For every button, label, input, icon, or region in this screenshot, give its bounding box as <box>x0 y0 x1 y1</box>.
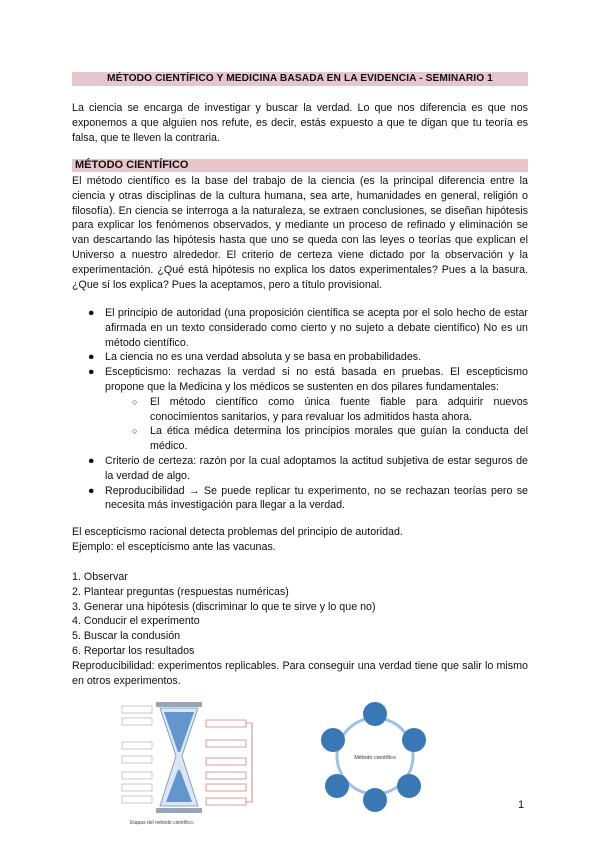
metodo-paragraph: El método científico es la base del trabajo de la ciencia (es la principal diferencia entre la ciencia y otras disciplinas de la cultura humana, sea arte, humanidades en general, religión o filosofía). En ciencia se interroga a la naturaleza, se extraen conclusiones, se diseñan hipótesis para explicar los fenómenos observados, y mediante un proceso de refinado y eliminación se van descartando las hipótesis hasta que uno se queda con las leyes o teorías que explican el Universo a nuestro alrededor. El criterio de certeza viene dictado por la observación y la experimentación. ¿Qué está hipótesis no explica los datos experimentales? Pues a la basura. ¿Que sí los explica? Pues la aceptamos, pero a título provisional. <box>72 175 528 291</box>
reproducibility-paragraph: Reproducibilidad: experimentos replicables. Para conseguir una verdad tiene que salir lo mismo en otros experimentos. <box>72 660 528 687</box>
document-title: MÉTODO CIENTÍFICO Y MEDICINA BASADA EN LA EVIDENCIA - SEMINARIO 1 <box>72 72 528 86</box>
list-item: ● La ciencia no es una verdad absoluta y se basa en probabilidades. <box>88 351 422 364</box>
step-item: 5. Buscar la condusión <box>72 630 181 643</box>
step-item: 6. Reportar los resultados <box>72 644 195 657</box>
circle-bullet-icon: ○ <box>132 396 138 407</box>
bullet-list <box>72 306 528 513</box>
sub-list-item: ○ El método científico como única fuente fiable para adquirir nuevos conocimientos sanitarios, y para revaluar los admitidos hasta ahora. <box>132 395 528 423</box>
hourglass-caption: Etapas del método científico. <box>130 820 195 826</box>
list-item: ● Criterio de certeza: razón por la cual adoptamos la actitud subjetiva de estar seguros de la verdad de algo. <box>88 454 528 482</box>
bullet-icon: ● <box>88 454 95 467</box>
steps-list <box>72 570 528 659</box>
step-item: 2. Plantear preguntas (respuestas numéricas) <box>72 585 289 598</box>
step-item: 4. Conducir el experimento <box>72 615 200 628</box>
section-heading-metodo: MÉTODO CIENTÍFICO <box>72 159 528 172</box>
cycle-figure <box>315 698 435 814</box>
list-item: ● Reproducibilidad → Se puede replicar tu experimento, no se rechazan teorías pero se necesita más investigación para llegar a la verdad. <box>88 484 528 512</box>
cycle-diagram-icon <box>315 698 435 814</box>
list-item: ● Escepticismo: rechazas la verdad si no está basada en pruebas. El escepticismo propone que la Medicina y los médicos se sustenten en dos pilares fundamentales: <box>88 366 528 393</box>
hourglass-figure <box>118 700 278 818</box>
bullet-icon: ● <box>88 351 95 364</box>
cycle-center-label: Método científico <box>354 755 396 761</box>
sub-list-item: ○ La ética médica determina los principios morales que guían la conducta del médico. <box>132 425 528 453</box>
page-number: 1 <box>518 799 525 811</box>
bullet-icon: ● <box>88 366 95 379</box>
list-item: ● El principio de autoridad (una proposición científica se acepta por el solo hecho de estar afirmada en un texto considerado como cierto y no sujeto a debate científico) No es un método científico. <box>88 307 528 349</box>
escepticismo-line: El escepticismo racional detecta problemas del principio de autoridad. <box>72 526 403 538</box>
step-item: 3. Generar una hipótesis (discriminar lo que te sirve y lo que no) <box>72 600 376 613</box>
bullet-icon: ● <box>88 307 95 319</box>
hourglass-icon <box>118 700 278 818</box>
intro-paragraph: La ciencia se encarga de investigar y buscar la verdad. Lo que nos diferencia es que nos exponemos a que alguien nos refute, es decir, estás expuesto a que te digan que tu teoría es falsa, que te lleven la contraria. <box>72 102 528 144</box>
circle-bullet-icon: ○ <box>132 426 138 437</box>
step-item: 1. Observar <box>72 571 128 583</box>
ejemplo-line: Ejemplo: el escepticismo ante las vacunas. <box>72 541 276 553</box>
bullet-icon: ● <box>88 484 95 497</box>
